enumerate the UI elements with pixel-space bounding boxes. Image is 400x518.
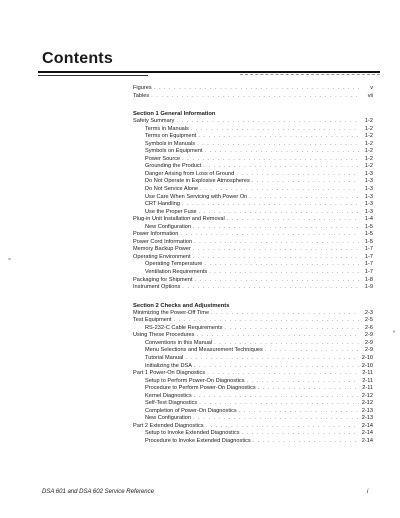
toc-entry-label: Procedure to Perform Power-On Diagnostics <box>145 385 256 392</box>
scan-speck <box>8 258 11 260</box>
toc-entry <box>133 148 373 156</box>
dot-leader <box>196 332 359 340</box>
toc-entry-page: 1-3 <box>364 178 373 185</box>
dot-leader <box>214 340 359 348</box>
toc-entry <box>133 310 373 318</box>
dot-leader <box>199 209 359 217</box>
toc-entry <box>133 408 373 416</box>
toc-entry <box>133 277 373 285</box>
toc-entry-page: 2-3 <box>364 309 373 316</box>
toc-entry-label: Initializing the DSA <box>145 362 192 369</box>
dot-leader <box>205 148 359 156</box>
toc-entry <box>133 141 373 149</box>
toc-entry <box>133 340 373 348</box>
toc-entry-label: Safety Summary <box>133 118 175 125</box>
dot-leader <box>236 171 359 179</box>
toc-entry-page: 2-9 <box>364 347 373 354</box>
toc-entry-page: 1-9 <box>364 284 373 291</box>
toc-entry-page: 2-6 <box>364 324 373 331</box>
toc-entry-label: Symbols in Manuals <box>145 140 196 147</box>
toc-entry <box>133 194 373 202</box>
dot-leader <box>239 408 359 416</box>
dot-leader <box>193 246 359 254</box>
toc-entry-page: 2-5 <box>364 317 373 324</box>
toc-entry-label: Test Equipment <box>133 317 172 324</box>
dot-leader <box>182 156 359 164</box>
toc-entry <box>133 126 373 134</box>
toc-entry-label: Power Cord Information <box>133 238 193 245</box>
toc-entry <box>133 133 373 141</box>
section-heading: Section 1 General Information <box>133 111 216 118</box>
toc-entry-label: Self-Test Diagnostics <box>145 400 198 407</box>
toc-entry <box>133 332 373 340</box>
toc-entry <box>133 400 373 408</box>
title-dashed-rule <box>240 74 380 75</box>
dot-leader <box>185 355 359 363</box>
toc-entry <box>133 430 373 438</box>
toc-entry-page: 1-3 <box>364 201 373 208</box>
toc-entry <box>133 423 373 431</box>
toc-entry-page: 1-3 <box>364 170 373 177</box>
toc-entry <box>133 317 373 325</box>
toc-entry-label: Terms in Manuals <box>145 125 189 132</box>
dot-leader <box>252 178 359 186</box>
toc-entry-page: 2-12 <box>361 392 373 399</box>
table-of-contents <box>133 85 373 446</box>
toc-entry-label: Figures <box>133 85 152 91</box>
toc-entry <box>133 239 373 247</box>
toc-entry-page: 1-3 <box>364 208 373 215</box>
toc-entry <box>133 186 373 194</box>
toc-entry-label: Do Not Service Alone <box>145 186 199 193</box>
toc-entry-page: 2-14 <box>361 437 373 444</box>
toc-entry-page: 1-7 <box>364 261 373 268</box>
toc-entry-page: 1-5 <box>364 238 373 245</box>
dot-leader <box>154 85 359 93</box>
dot-leader <box>176 118 359 126</box>
toc-entry <box>133 393 373 401</box>
toc-entry-label: Tables <box>133 92 150 99</box>
toc-entry <box>133 415 373 423</box>
dot-leader <box>242 430 359 438</box>
toc-entry-page: 1-8 <box>364 276 373 283</box>
toc-entry-page: vii <box>367 92 373 99</box>
toc-entry <box>133 363 373 371</box>
section-heading: Section 2 Checks and Adjustments <box>133 302 230 309</box>
toc-entry-page: 2-11 <box>362 377 373 384</box>
toc-entry <box>133 85 373 93</box>
toc-entry-page: 1-3 <box>364 193 373 200</box>
toc-entry <box>133 93 373 101</box>
footer-page-number: i <box>367 489 369 495</box>
dot-leader <box>209 269 359 277</box>
toc-entry-page: 2-14 <box>361 430 373 437</box>
toc-entry-page: v <box>370 85 373 91</box>
toc-entry <box>133 178 373 186</box>
toc-entry <box>133 347 373 355</box>
toc-entry-page: 2-9 <box>364 339 373 346</box>
toc-entry <box>133 269 373 277</box>
toc-entry-page: 2-11 <box>362 385 373 392</box>
toc-entry-label: Part 2 Extended Diagnostics <box>133 422 204 429</box>
toc-entry <box>133 216 373 224</box>
toc-entry <box>133 261 373 269</box>
toc-entry-label: Memory Backup Power <box>133 246 191 253</box>
toc-entry-page: 1-2 <box>364 133 373 140</box>
toc-entry-page: 1-5 <box>364 223 373 230</box>
toc-entry-label: Tutorial Manual <box>145 354 184 361</box>
dot-leader <box>224 325 359 333</box>
toc-entry-label: Packaging for Shipment <box>133 276 193 283</box>
toc-entry <box>133 370 373 378</box>
toc-entry-label: Using These Procedures <box>133 332 195 339</box>
dot-leader <box>194 239 359 247</box>
dot-leader <box>193 224 359 232</box>
toc-entry-page: 1-7 <box>364 253 373 260</box>
toc-entry <box>133 224 373 232</box>
toc-entry-page: 2-13 <box>361 415 373 422</box>
toc-entry-label: RS-232-C Cable Requirements <box>145 324 223 331</box>
section-spacer <box>133 100 373 110</box>
toc-entry <box>133 231 373 239</box>
toc-entry <box>133 246 373 254</box>
toc-entry <box>133 254 373 262</box>
toc-entry-label: Power Source <box>145 155 181 162</box>
toc-entry-page: 2-12 <box>361 400 373 407</box>
toc-entry-label: New Configuration <box>145 223 192 230</box>
toc-entry-label: Setup to Invoke Extended Diagnostics <box>145 430 240 437</box>
toc-entry-page: 1-2 <box>364 118 373 125</box>
toc-entry-page: 2-10 <box>361 362 373 369</box>
toc-entry <box>133 284 373 292</box>
toc-entry-label: Conventions in this Manual <box>145 339 213 346</box>
toc-entry <box>133 438 373 446</box>
dot-leader <box>174 317 359 325</box>
footer-manual-title: DSA 601 and DSA 602 Service Reference <box>42 489 154 495</box>
dot-leader <box>206 423 359 431</box>
toc-entry-label: Do Not Operate in Explosive Atmospheres <box>145 178 250 185</box>
dot-leader <box>191 126 359 134</box>
toc-entry-label: Grounding the Product <box>145 163 202 170</box>
title-underline <box>38 75 148 76</box>
toc-entry <box>133 209 373 217</box>
dot-leader <box>194 393 359 401</box>
section-spacer <box>133 292 373 302</box>
toc-entry-page: 1-3 <box>364 186 373 193</box>
toc-entry-label: Power Information <box>133 231 179 238</box>
dot-leader <box>211 310 359 318</box>
dot-leader <box>265 347 359 355</box>
dot-leader <box>180 231 359 239</box>
dot-leader <box>198 133 359 141</box>
toc-entry-label: Completion of Power-On Diagnostics <box>145 407 237 414</box>
dot-leader <box>194 277 359 285</box>
toc-entry <box>133 325 373 333</box>
dot-leader <box>207 370 359 378</box>
toc-entry <box>133 378 373 386</box>
dot-leader <box>227 216 359 224</box>
dot-leader <box>151 93 359 101</box>
toc-entry-label: New Configuration <box>145 415 192 422</box>
toc-entry-label: Ventilation Requirements <box>145 269 208 276</box>
dot-leader <box>182 284 359 292</box>
toc-entry-label: Instrument Options <box>133 284 181 291</box>
toc-entry <box>133 355 373 363</box>
dot-leader <box>197 141 359 149</box>
toc-entry-page: 2-9 <box>364 332 373 339</box>
toc-entry-page: 1-2 <box>364 125 373 132</box>
toc-entry-page: 1-7 <box>364 269 373 276</box>
toc-entry <box>133 201 373 209</box>
toc-entry-page: 1-2 <box>364 148 373 155</box>
toc-entry-label: Operating Temperature <box>145 261 203 268</box>
toc-entry-label: Menu Selections and Measurement Techniques <box>145 347 263 354</box>
scan-speck <box>393 330 395 333</box>
toc-entry-label: Plug-in Unit Installation and Removal <box>133 216 225 223</box>
dot-leader <box>203 163 359 171</box>
dot-leader <box>204 261 359 269</box>
toc-entry-label: Procedure to Invoke Extended Diagnostics <box>145 437 251 444</box>
toc-entry-label: CRT Handling <box>145 201 180 208</box>
dot-leader <box>182 201 359 209</box>
dot-leader <box>247 378 360 386</box>
toc-entry-page: 1-7 <box>364 246 373 253</box>
toc-entry-page: 1-2 <box>364 163 373 170</box>
title-rule <box>38 71 380 73</box>
toc-entry-page: 2-10 <box>361 354 373 361</box>
toc-entry-page: 1-4 <box>364 216 373 223</box>
toc-entry <box>133 118 373 126</box>
toc-entry <box>133 163 373 171</box>
toc-entry-page: 1-5 <box>364 231 373 238</box>
toc-entry-page: 1-2 <box>364 155 373 162</box>
dot-leader <box>253 438 359 446</box>
toc-entry-label: Use Care When Servicing with Power On <box>145 193 248 200</box>
toc-entry-page: 2-11 <box>362 370 373 377</box>
toc-entry-label: Part 1 Power-On Diagnostics <box>133 370 206 377</box>
toc-entry-label: Terms on Equipment <box>145 133 197 140</box>
toc-entry-label: Danger Arising from Loss of Ground <box>145 170 235 177</box>
dot-leader <box>194 363 359 371</box>
dot-leader <box>200 186 359 194</box>
toc-entry-label: Symbols on Equipment <box>145 148 203 155</box>
toc-entry-page: 2-14 <box>361 422 373 429</box>
toc-entry <box>133 385 373 393</box>
toc-entry-label: Setup to Perform Power-On Diagnostics <box>145 377 245 384</box>
toc-entry-label: Minimizing the Power-Off Time <box>133 309 210 316</box>
dot-leader <box>199 400 359 408</box>
toc-entry-page: 1-2 <box>364 140 373 147</box>
dot-leader <box>193 254 359 262</box>
toc-entry <box>133 156 373 164</box>
page-title: Contents <box>42 50 113 67</box>
dot-leader <box>249 194 359 202</box>
toc-entry <box>133 171 373 179</box>
toc-entry-label: Use the Proper Fuse <box>145 208 197 215</box>
toc-entry-page: 2-13 <box>361 407 373 414</box>
dot-leader <box>193 415 359 423</box>
toc-entry-label: Kernel Diagnostics <box>145 392 192 399</box>
toc-entry-label: Operating Environment <box>133 253 191 260</box>
dot-leader <box>258 385 359 393</box>
